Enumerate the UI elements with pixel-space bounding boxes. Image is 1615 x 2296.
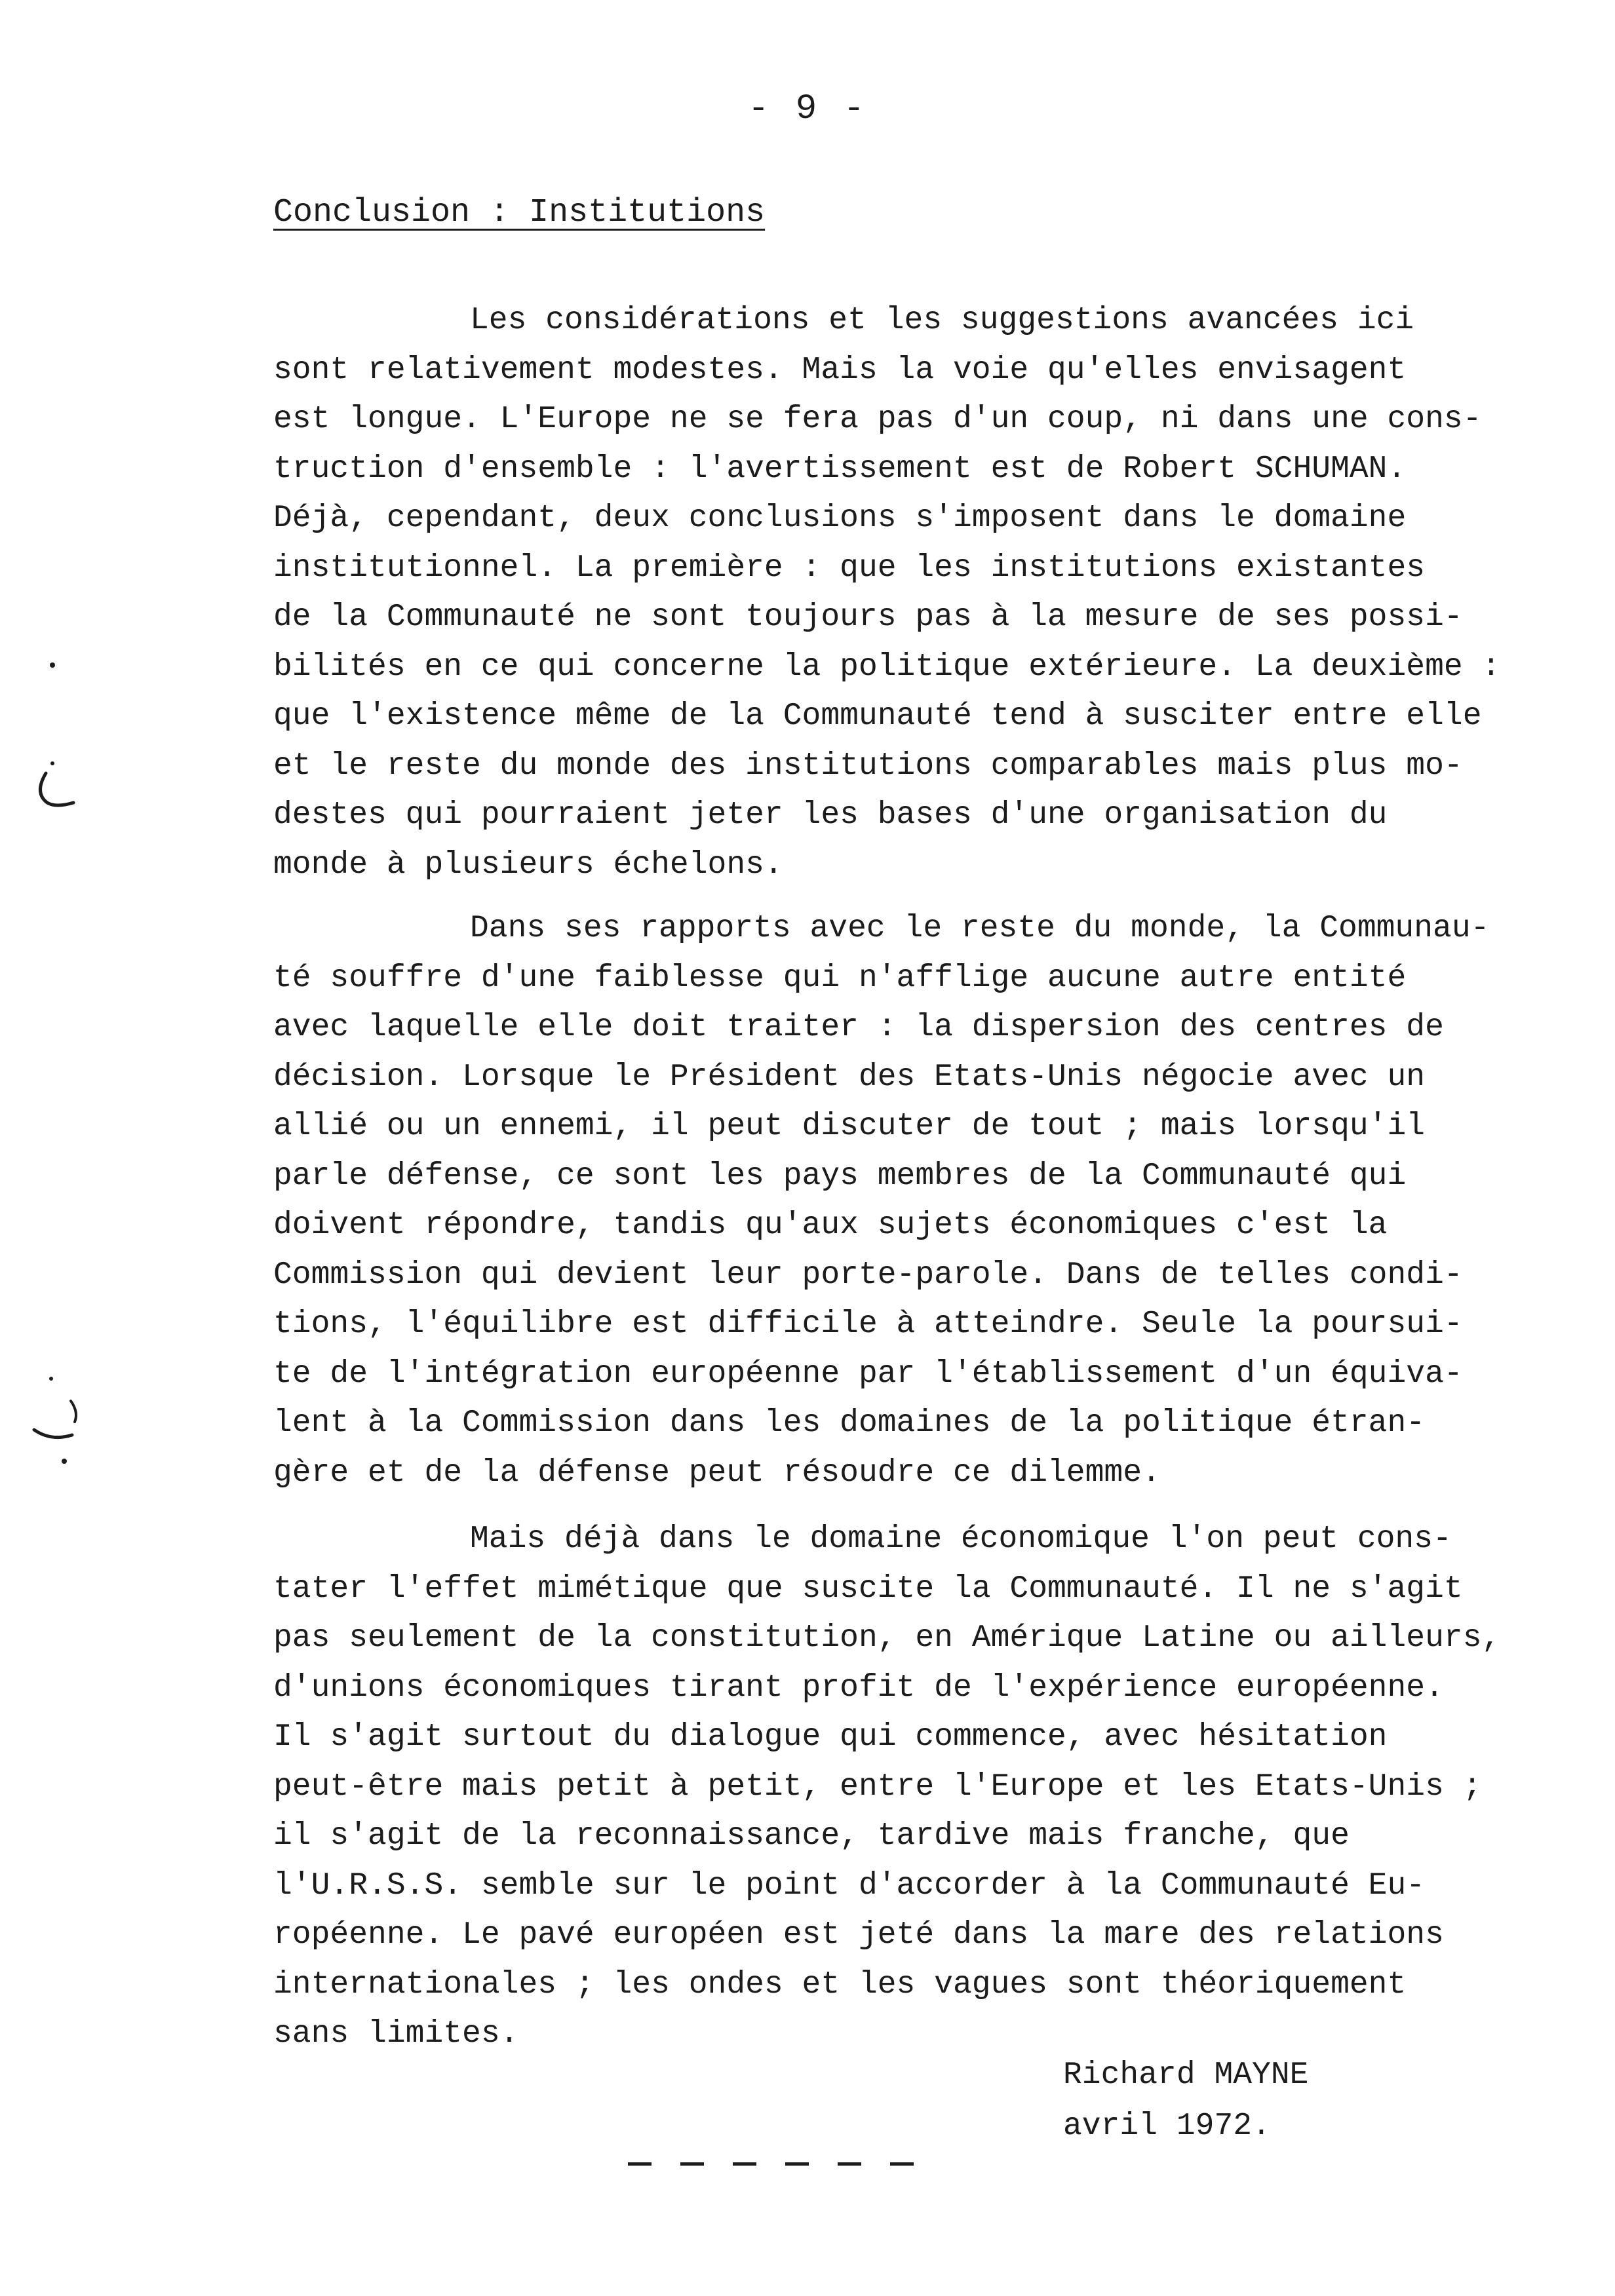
paragraph-line: Déjà, cependant, deux conclusions s'imposent dans le domaine: [273, 501, 1407, 536]
paragraph-2: [273, 904, 1551, 1498]
paragraph-line: truction d'ensemble : l'avertissement est de Robert SCHUMAN.: [273, 451, 1407, 487]
paragraph-line: sans limites.: [273, 2016, 519, 2052]
paragraph-line: Les considérations et les suggestions avancées ici: [470, 303, 1414, 338]
dash: [733, 2162, 756, 2166]
paragraph-line: avec laquelle elle doit traiter : la dispersion des centres de: [273, 1010, 1444, 1045]
signature-name: Richard MAYNE: [1063, 2057, 1309, 2093]
margin-dot-mark: [39, 655, 79, 675]
paragraph-line: gère et de la défense peut résoudre ce dilemme.: [273, 1455, 1161, 1491]
paragraph-1: [273, 296, 1551, 890]
paragraph-line: tater l'effet mimétique que suscite la Communauté. Il ne s'agit: [273, 1571, 1463, 1607]
dash: [680, 2162, 704, 2166]
dash: [890, 2162, 914, 2166]
dash: [785, 2162, 809, 2166]
paragraph-line: d'unions économiques tirant profit de l'expérience européenne.: [273, 1670, 1444, 1706]
paragraph-line: que l'existence même de la Communauté tend à susciter entre elle: [273, 698, 1482, 734]
margin-punch-mark: [26, 757, 85, 816]
paragraph-line: internationales ; les ondes et les vagues sont théoriquement: [273, 1966, 1407, 2002]
paragraph-line: ropéenne. Le pavé européen est jeté dans la mare des relations: [273, 1917, 1444, 1953]
paragraph-line: monde à plusieurs échelons.: [273, 847, 783, 883]
paragraph-line: il s'agit de la reconnaissance, tardive mais franche, que: [273, 1818, 1350, 1854]
paragraph-line: parle défense, ce sont les pays membres de la Communauté qui: [273, 1158, 1407, 1194]
paragraph-line: de la Communauté ne sont toujours pas à la mesure de ses possi-: [273, 600, 1463, 635]
paragraph-line: sont relativement modestes. Mais la voie qu'elles envisagent: [273, 352, 1407, 388]
end-separator: [628, 2162, 914, 2166]
paragraph-line: bilités en ce qui concerne la politique extérieure. La deuxième :: [273, 649, 1501, 685]
signature-date: avril 1972.: [1063, 2109, 1271, 2144]
paragraph-line: Dans ses rapports avec le reste du monde, la Communau-: [470, 911, 1490, 946]
paragraph-line: est longue. L'Europe ne se fera pas d'un coup, ni dans une cons-: [273, 402, 1482, 437]
paragraph-line: té souffre d'une faiblesse qui n'afflige aucune autre entité: [273, 960, 1407, 996]
paragraph-line: tions, l'équilibre est difficile à atteindre. Seule la poursui-: [273, 1307, 1463, 1342]
paragraph-line: et le reste du monde des institutions comparables mais plus mo-: [273, 748, 1463, 784]
page-number: - 9 -: [747, 89, 868, 129]
paragraph-line: allié ou un ennemi, il peut discuter de tout ; mais lorsqu'il: [273, 1109, 1426, 1144]
paragraph-line: destes qui pourraient jeter les bases d'une organisation du: [273, 797, 1388, 833]
section-title: Conclusion : Institutions: [273, 194, 766, 231]
dash: [838, 2162, 861, 2166]
dash: [628, 2162, 652, 2166]
margin-punch-mark: [26, 1363, 85, 1474]
paragraph-line: te de l'intégration européenne par l'établissement d'un équiva-: [273, 1356, 1463, 1392]
signature-block: [1063, 2050, 1308, 2152]
paragraph-line: décision. Lorsque le Président des Etats-Unis négocie avec un: [273, 1059, 1426, 1095]
paragraph-line: pas seulement de la constitution, en Amérique Latine ou ailleurs,: [273, 1620, 1501, 1656]
paragraph-line: Mais déjà dans le domaine économique l'on peut cons-: [470, 1521, 1452, 1557]
paragraph-line: Commission qui devient leur porte-parole. Dans de telles condi-: [273, 1257, 1463, 1293]
paragraph-line: Il s'agit surtout du dialogue qui commence, avec hésitation: [273, 1719, 1388, 1755]
paragraph-line: peut-être mais petit à petit, entre l'Europe et les Etats-Unis ;: [273, 1769, 1482, 1805]
paragraph-line: doivent répondre, tandis qu'aux sujets économiques c'est la: [273, 1208, 1388, 1243]
paragraph-line: institutionnel. La première : que les institutions existantes: [273, 550, 1426, 586]
paragraph-3: [273, 1515, 1551, 2059]
paragraph-line: lent à la Commission dans les domaines de la politique étran-: [273, 1406, 1426, 1441]
paragraph-line: l'U.R.S.S. semble sur le point d'accorder à la Communauté Eu-: [273, 1867, 1426, 1904]
